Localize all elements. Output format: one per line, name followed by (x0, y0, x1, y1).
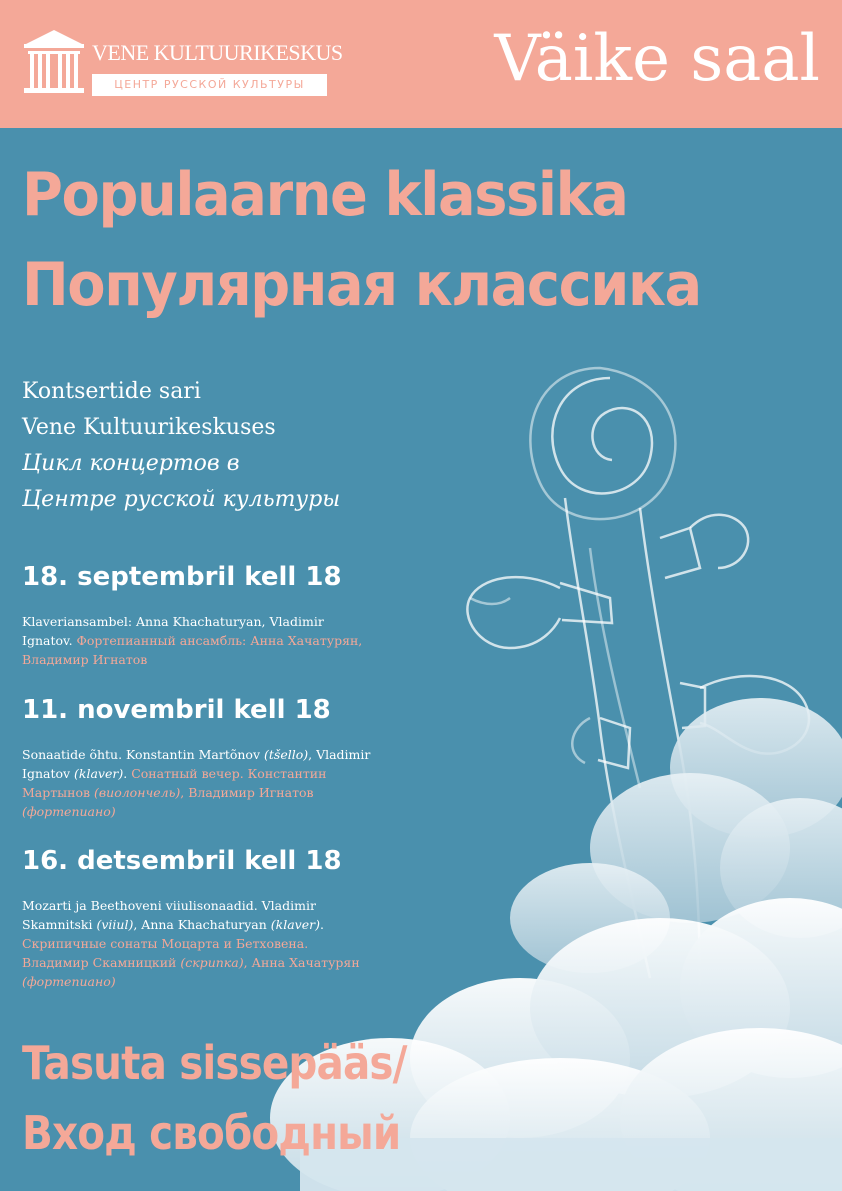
event-2-ru-text: Сонатный вечер. Константин Мартынов (22, 766, 327, 800)
event-2-ru-instrument-2: (фортепиано) (22, 804, 116, 819)
event-3-ru-text-2: , Анна Хачатурян (243, 955, 360, 970)
logo-subtitle: ЦЕНТР РУССКОЙ КУЛЬТУРЫ (92, 74, 327, 96)
event-description-2 (22, 745, 372, 821)
event-3-et-text-2: , Anna Khachaturyan (133, 917, 271, 932)
subtitle-line-1: Kontsertide sari (22, 379, 201, 404)
event-3-et-instrument-1: (viiul) (96, 917, 134, 932)
event-1-desc-ru: Фортепианный ансамбль: Анна Хачатурян, Владимир Игнатов (22, 633, 363, 667)
event-3-et-end: . (320, 917, 324, 932)
event-description-3 (22, 896, 372, 991)
event-3-ru-instrument-2: (фортепиано) (22, 974, 116, 989)
event-date-2: 11. novembril kell 18 (22, 695, 331, 725)
event-2-et-text-2: , Vladimir Ignatov (22, 747, 371, 781)
event-2-et-text: Sonaatide õhtu. Konstantin Martõnov (22, 747, 264, 762)
building-columns-icon (22, 26, 86, 98)
event-description-1 (22, 612, 372, 669)
event-date-3: 16. detsembril kell 18 (22, 846, 342, 876)
event-1-desc-et: Klaveriansambel: Anna Khachaturyan, Vladimir Ignatov. (22, 614, 324, 648)
event-2-et-end: . (123, 766, 128, 781)
event-2-et-instrument-2: (klaver) (74, 766, 124, 781)
subtitle-line-2: Vene Kultuurikeskuses (22, 415, 276, 440)
title-russian: Популярная классика (22, 250, 701, 320)
subtitle-line-3: Цикл концертов в (22, 451, 240, 476)
event-date-1: 18. septembril kell 18 (22, 562, 342, 592)
free-entry-russian: Вход свободный (22, 1106, 401, 1160)
series-subtitle (22, 374, 340, 518)
event-3-et-text: Mozarti ja Beethoveni viiulisonaadid. Vladimir Skamnitski (22, 898, 316, 932)
organization-logo (22, 24, 343, 100)
event-3-ru-instrument-1: (скрипка) (180, 955, 244, 970)
event-2-et-instrument-1: (tšello) (264, 747, 309, 762)
event-3-et-instrument-2: (klaver) (270, 917, 320, 932)
title-estonian: Populaarne klassika (22, 160, 628, 230)
subtitle-line-4: Центре русской культуры (22, 487, 341, 512)
event-2-ru-instrument-1: (виолончель) (94, 785, 181, 800)
event-3-ru-text: Скрипичные сонаты Моцарта и Бетховена. Владимир Скамницкий (22, 936, 309, 970)
free-entry-estonian: Tasuta sissepääs/ (22, 1036, 407, 1090)
logo-name: VENE KULTUURIKESKUS (92, 40, 343, 65)
event-2-ru-text-2: , Владимир Игнатов (180, 785, 314, 800)
hall-name: Väike saal (494, 22, 820, 96)
header-bar (0, 0, 842, 128)
